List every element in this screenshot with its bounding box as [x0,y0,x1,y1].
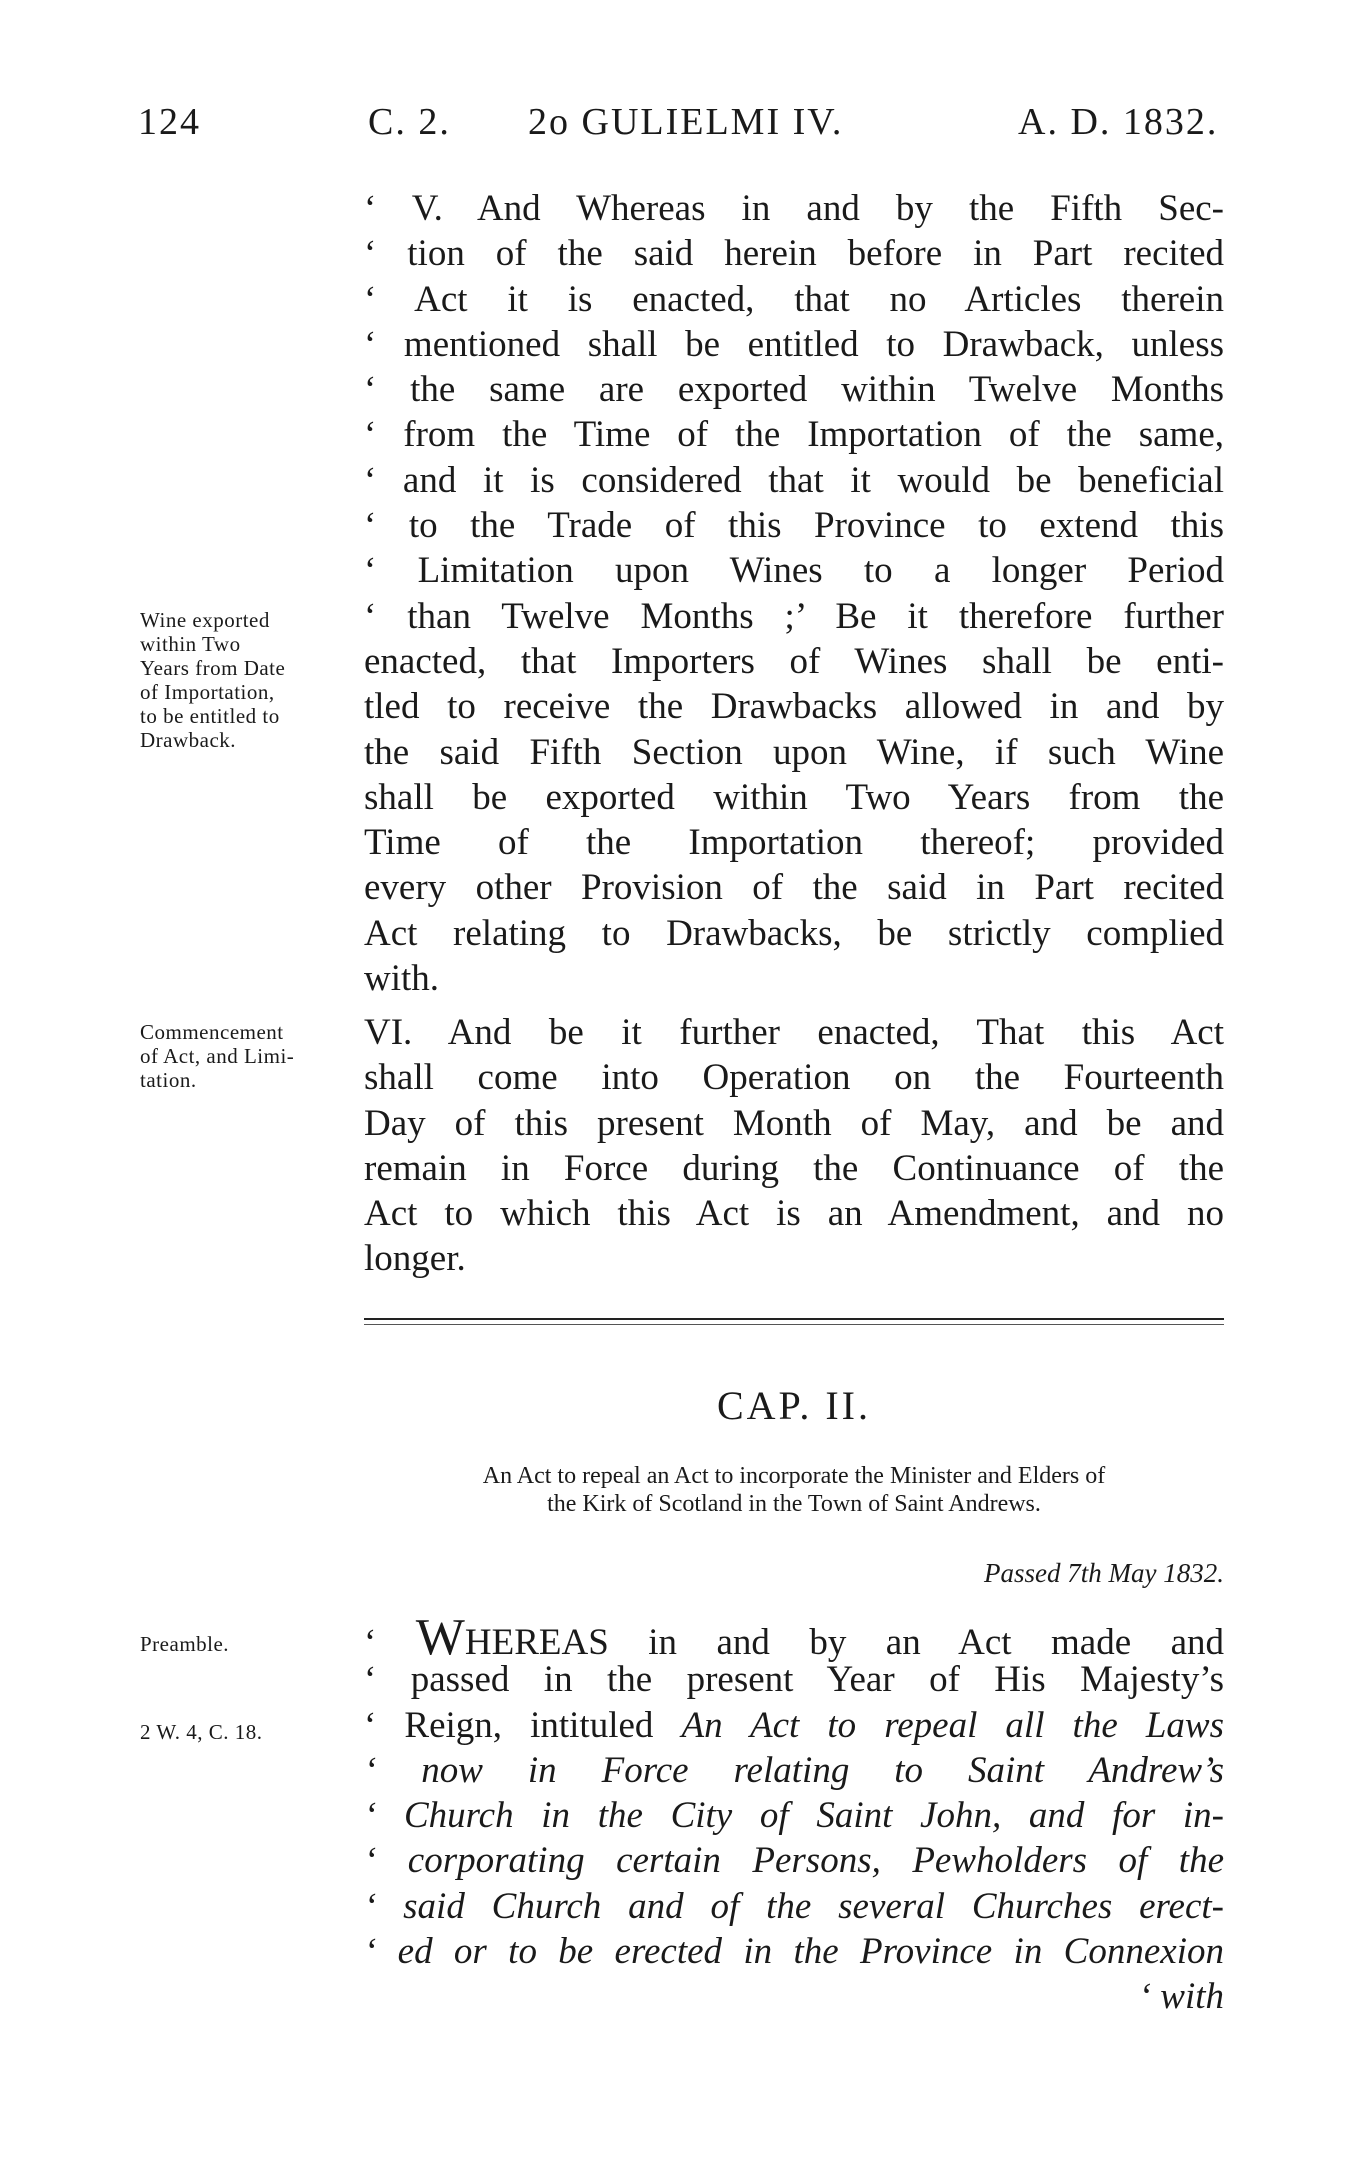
cap-heading: CAP. II. [716,1383,872,1428]
preamble-line: ‘ Church in the City of Saint John, and for in- [364,1795,1224,1837]
section-v-line: the said Fifth Section upon Wine, if such Wine [364,731,1224,773]
preamble-line: ‘ passed in the present Year of His Majesty’s [364,1659,1224,1701]
preamble-line-rest: HEREAS in and by an Act made and [464,1622,1224,1663]
margin-note-commencement [140,1020,350,1092]
page-number: 124 [138,101,201,143]
margin-note-citation [140,1720,350,1744]
section-v-line: ‘ the same are exported within Twelve Months [364,369,1224,411]
section-vi-line: VI. And be it further enacted, That this Act [364,1012,1224,1053]
section-v-line: ‘ Limitation upon Wines to a longer Period [364,550,1224,592]
section-vi-line: longer. [364,1238,466,1280]
margin-note-line: 2 W. 4, C. 18. [140,1720,263,1744]
section-v-line: ‘ mentioned shall be entitled to Drawback, unless [364,323,1224,365]
margin-note-line: tation. [140,1068,197,1092]
preamble-line [364,1609,1224,1666]
drop-capital: W [415,1609,465,1666]
section-v [364,186,1224,1001]
section-vi-line: remain in Force during the Continuance of the [364,1147,1224,1189]
section-v-line: tled to receive the Drawbacks allowed in and by [364,686,1224,728]
preamble-line: ‘ said Church and of the several Churches erect- [364,1885,1224,1927]
preamble-italic: An Act to repeal all the Laws [681,1704,1224,1746]
catchword: ‘ with [1138,1976,1224,2018]
section-vi-line: Act to which this Act is an Amendment, and no [364,1193,1224,1235]
margin-note-line: Commencement [140,1020,284,1044]
margin-note-line: to be entitled to [140,704,280,728]
act-title-line: An Act to repeal an Act to incorporate the Minister and Elders of [482,1463,1106,1489]
chapter-reference: C. 2. [368,101,451,143]
section-v-line: Time of the Importation thereof; provided [364,822,1224,864]
margin-note-preamble [140,1632,350,1656]
preamble-line: ‘ corporating certain Persons, Pewholders of the [364,1840,1224,1882]
margin-note-wine-drawback [140,608,350,752]
year-reference: A. D. 1832. [1018,101,1219,143]
section-v-line: ‘ than Twelve Months ;’ Be it therefore further [364,595,1224,637]
preamble-line: ‘ now in Force relating to Saint Andrew’s [364,1749,1224,1791]
act-title-line: the Kirk of Scotland in the Town of Saint Andrews. [547,1491,1041,1517]
section-v-line: Act relating to Drawbacks, be strictly complied [364,912,1224,954]
section-v-line: ‘ from the Time of the Importation of the same, [364,414,1224,456]
preamble-roman: ‘ Reign, intituled [364,1704,682,1746]
margin-note-line: Preamble. [140,1632,230,1656]
section-v-line: enacted, that Importers of Wines shall be enti- [364,640,1224,682]
section-vi-line: Day of this present Month of May, and be and [364,1102,1224,1144]
passed-date: Passed 7th May 1832. [984,1558,1224,1588]
section-divider-rule-thin [364,1324,1224,1325]
section-divider-rule [364,1318,1224,1320]
preamble-line: ‘ ed or to be erected in the Province in Connexion [364,1931,1224,1973]
margin-note-line: Years from Date [140,656,286,680]
act-title [364,1462,1224,1518]
margin-note-line: of Importation, [140,680,275,704]
section-v-line: ‘ and it is considered that it would be beneficial [364,459,1224,501]
opening-quote: ‘ [364,1622,416,1663]
preamble-text [364,1609,1224,2020]
section-vi-line: shall come into Operation on the Fourteenth [364,1057,1224,1099]
margin-note-line: within Two [140,632,241,656]
margin-note-line: of Act, and Limi- [140,1044,295,1068]
margin-note-line: Drawback. [140,728,237,752]
section-v-line: with. [364,958,440,1000]
section-v-line: every other Provision of the said in Part recited [364,867,1224,909]
margin-note-line: Wine exported [140,608,270,632]
reign-title: 2o GULIELMI IV. [528,101,844,143]
section-v-line: shall be exported within Two Years from the [364,776,1224,818]
section-v-line: ‘ Act it is enacted, that no Articles therein [364,278,1224,320]
section-v-line: ‘ to the Trade of this Province to extend this [364,505,1224,547]
preamble-line [364,1703,1224,1748]
running-header [138,100,1228,160]
section-vi [364,1010,1224,1282]
section-v-line: ‘ tion of the said herein before in Part recited [364,233,1224,275]
section-v-line: ‘ V. And Whereas in and by the Fifth Sec- [364,188,1224,229]
